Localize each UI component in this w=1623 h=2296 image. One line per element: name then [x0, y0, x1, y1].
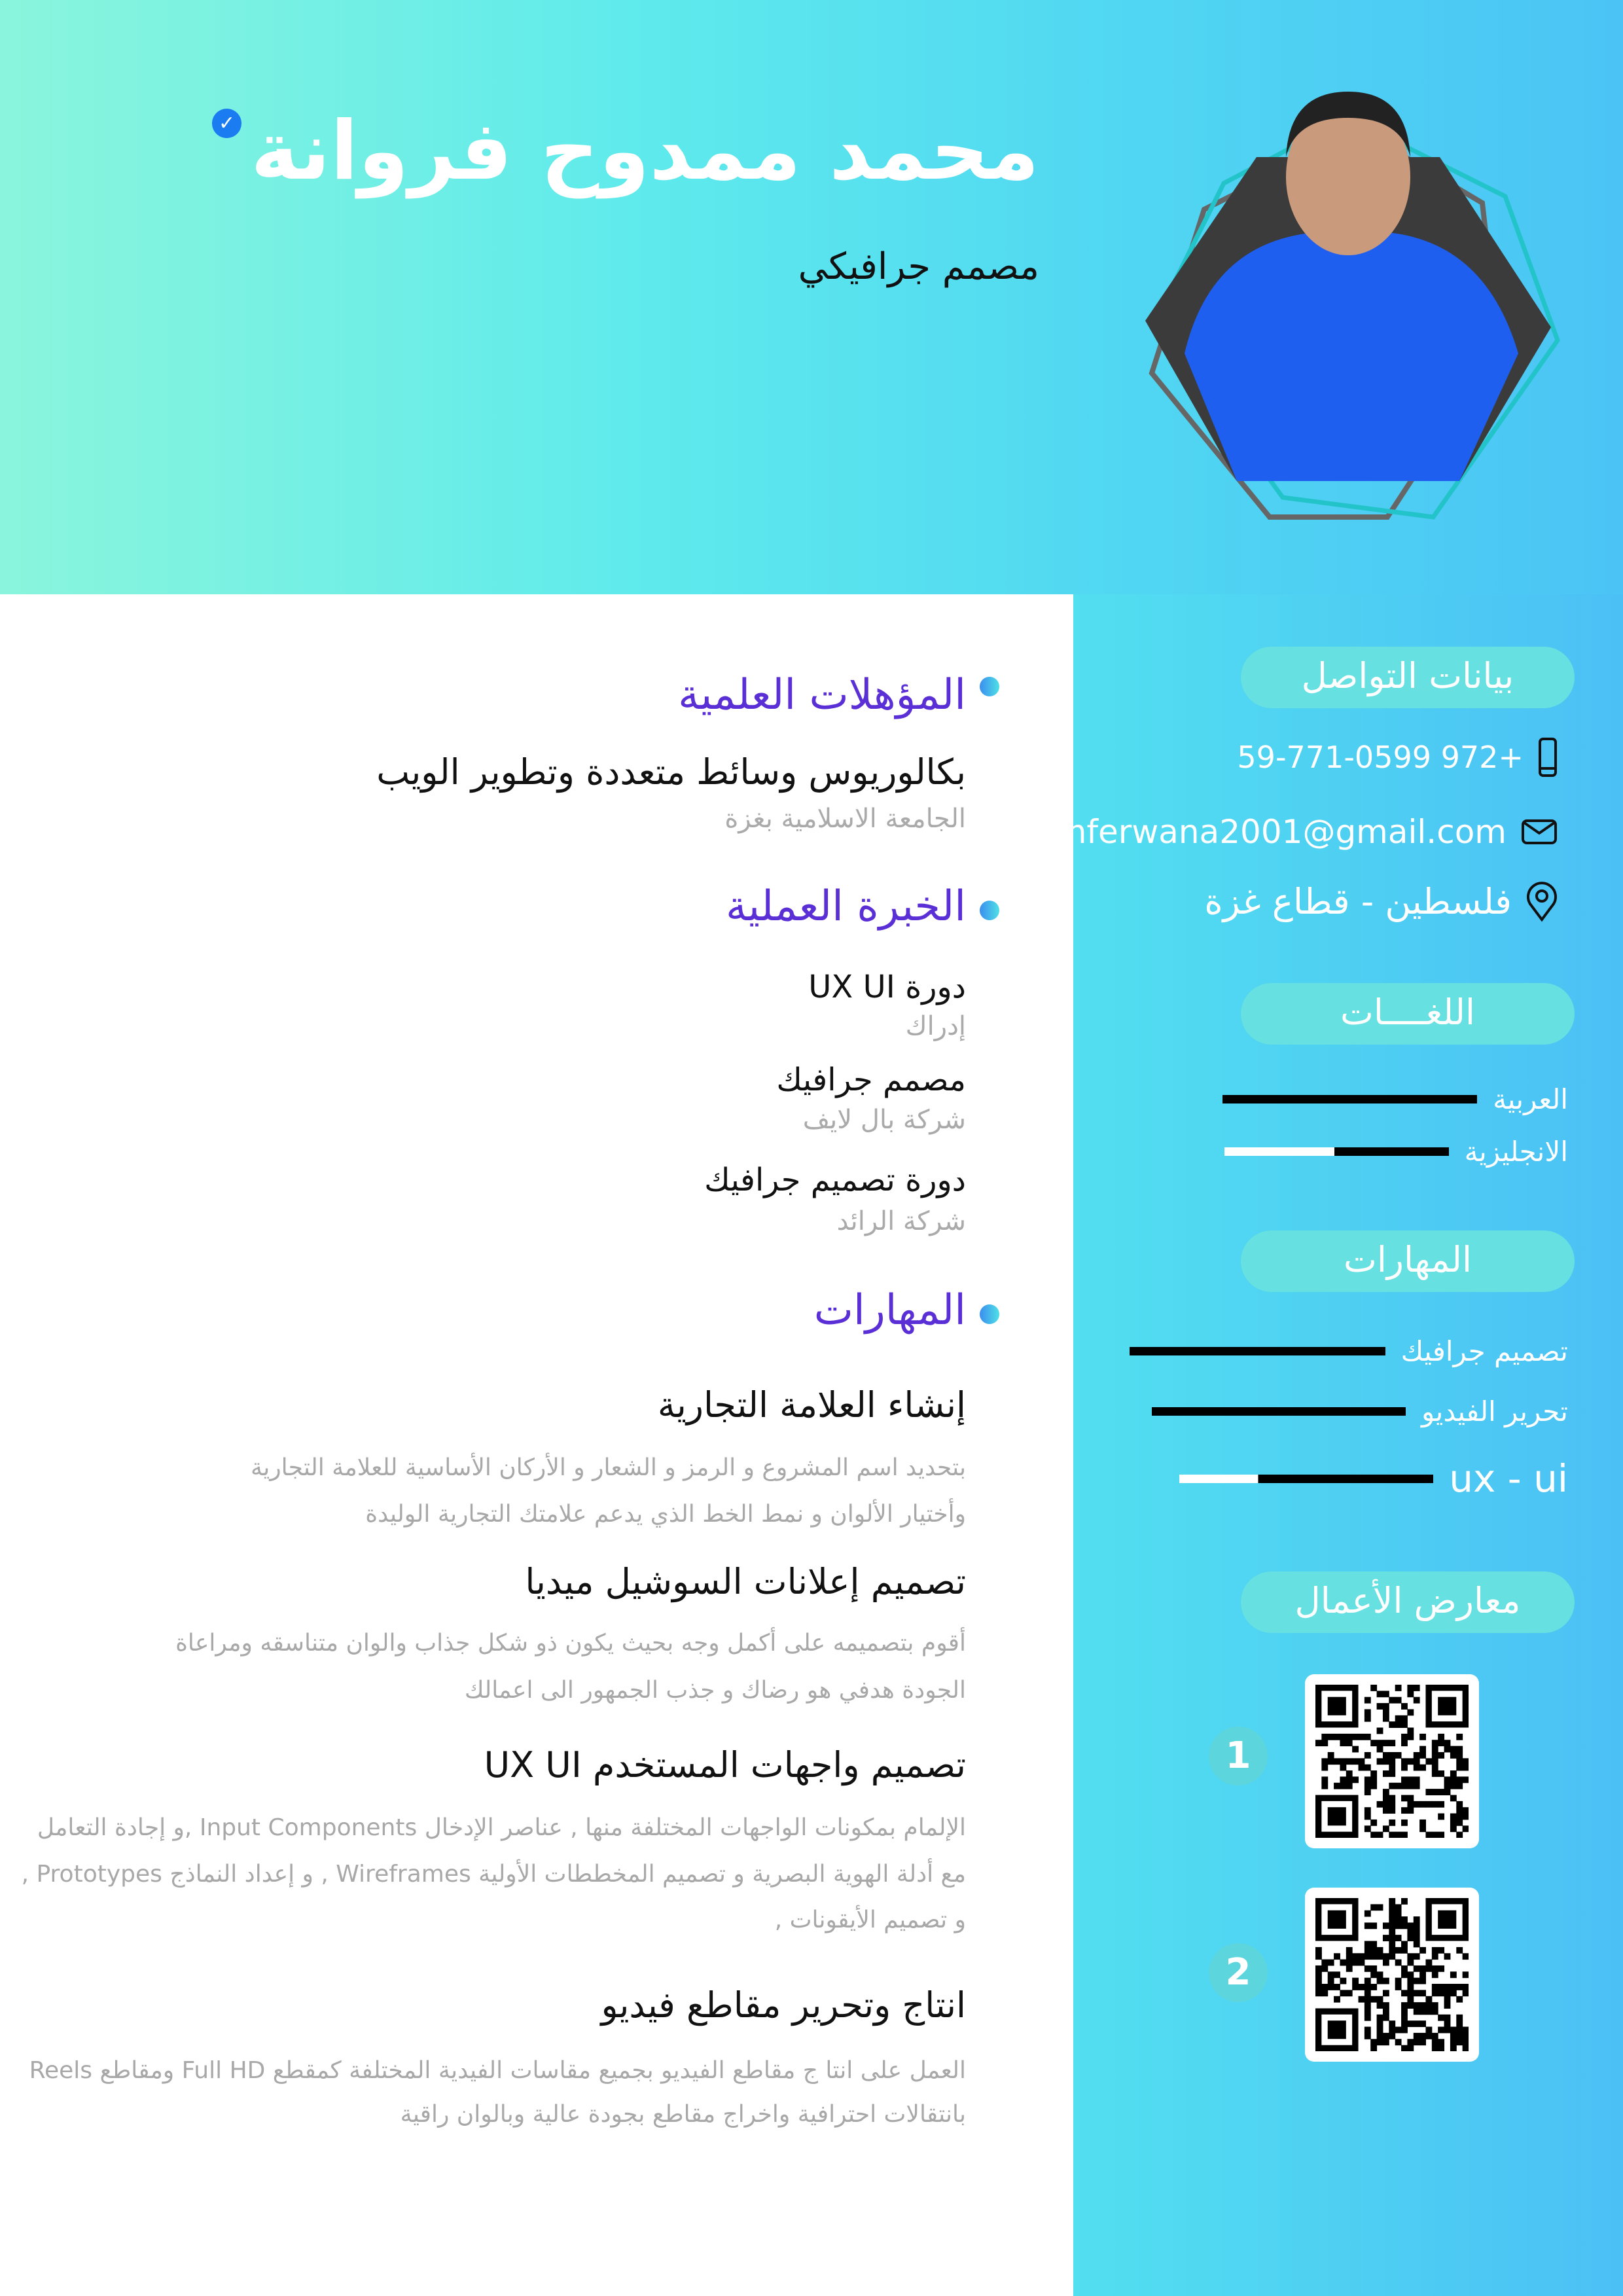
language-level-bar — [1224, 1147, 1449, 1156]
name-row — [212, 105, 1039, 198]
portfolio-number-badge: 2 — [1209, 1943, 1268, 2002]
skill-level-bar — [1130, 1347, 1385, 1355]
contact-location-row — [1204, 880, 1558, 922]
email-address[interactable]: mferwana2001@gmail.com — [1054, 813, 1507, 851]
skill-description: أقوم بتصميمه على أكمل وجه بحيث يكون ذو شكل جذاب والوان متناسقه ومراعاة — [175, 1630, 966, 1657]
skill-label: تحرير الفيديو — [1421, 1395, 1568, 1427]
language-label: الانجليزية — [1464, 1136, 1568, 1168]
sidebar-skills-heading: المهارات — [1241, 1230, 1575, 1292]
bullet-icon — [980, 901, 999, 920]
skill-row — [1152, 1395, 1568, 1427]
phone-number[interactable]: +972 59-771-0599 — [1237, 740, 1524, 775]
contact-heading: بيانات التواصل — [1241, 647, 1575, 708]
skill-description: مع أدلة الهوية البصرية و تصميم المخططات الأولية Wireframes , و إعداد النماذج Prototypes , — [21, 1861, 966, 1888]
languages-heading: اللغــــات — [1241, 983, 1575, 1045]
language-label: العربية — [1493, 1083, 1568, 1115]
experience-title: دورة UX UI — [808, 969, 966, 1005]
skill-level-bar — [1152, 1407, 1406, 1416]
skill-label: ux - ui — [1449, 1456, 1568, 1501]
qr-code-icon — [1315, 1685, 1469, 1838]
skill-title: إنشاء العلامة التجارية — [657, 1384, 966, 1426]
skill-title: تصميم إعلانات السوشيل ميديا — [525, 1561, 966, 1602]
skill-row — [1179, 1456, 1568, 1501]
skill-description: الإلمام بمكونات الواجهات المختلفة منها , عناصر الإدخال Input Components ,و إجادة التعامل — [37, 1814, 966, 1841]
skill-description: العمل على انتا ج مقاطع الفيديو بجميع مقاسات الفيدية المختلفة كمقطع Full HD ومقاطع Reels — [29, 2057, 966, 2084]
school-name: الجامعة الاسلامية بغزة — [724, 804, 966, 834]
skill-level-bar — [1179, 1475, 1433, 1483]
job-title: مصمم جرافيكي — [798, 245, 1039, 288]
language-level-bar — [1222, 1095, 1477, 1103]
experience-title: مصمم جرافيك — [776, 1062, 966, 1098]
skill-description: الجودة هدفي هو رضاك و جذب الجمهور الى اعمالك — [464, 1677, 966, 1704]
portfolio-number-badge: 1 — [1209, 1727, 1268, 1785]
verified-check-icon: ✓ — [212, 109, 241, 138]
person-jacket — [1185, 232, 1518, 481]
skill-description: بتحديد اسم المشروع و الرمز و الشعار و الأركان الأساسية للعلامة التجارية — [250, 1454, 966, 1481]
phone-icon — [1538, 737, 1558, 778]
skill-description: بانتقالات احترافية واخراج مقاطع بجودة عالية وبالوان راقية — [400, 2101, 966, 2128]
experience-org: شركة الرائد — [836, 1206, 966, 1236]
person-name: محمد ممدوح فروانة — [251, 104, 1039, 198]
section-heading-experience: الخبرة العملية — [725, 882, 966, 931]
experience-org: إدراك — [905, 1011, 966, 1041]
skill-title: تصميم واجهات المستخدم UX UI — [484, 1744, 966, 1785]
language-row — [1222, 1083, 1568, 1115]
skill-description: وأختيار الألوان و نمط الخط الذي يدعم علامتك التجارية الوليدة — [365, 1501, 966, 1528]
skill-title: انتاج وتحرير مقاطع فيديو — [601, 1984, 966, 2026]
profile-photo — [1139, 46, 1584, 530]
portfolio-qr-code[interactable] — [1305, 1674, 1479, 1848]
portfolio-heading: معارض الأعمال — [1241, 1571, 1575, 1633]
degree-title: بكالوريوس وسائط متعددة وتطوير الويب — [376, 751, 966, 793]
skill-description: و تصميم الأيقونات , — [774, 1907, 966, 1933]
location-pin-icon — [1526, 880, 1558, 922]
section-heading-education: المؤهلات العلمية — [678, 671, 966, 719]
skill-label: تصميم جرافيك — [1400, 1335, 1568, 1367]
bullet-icon — [980, 1304, 999, 1324]
section-heading-skills: المهارات — [813, 1286, 966, 1335]
qr-code-icon — [1315, 1898, 1469, 2051]
experience-org: شركة بال لايف — [802, 1105, 966, 1135]
mail-icon — [1521, 819, 1558, 845]
bullet-icon — [980, 677, 999, 696]
language-row — [1224, 1136, 1568, 1168]
contact-phone-row — [1237, 737, 1558, 778]
skill-row — [1130, 1335, 1568, 1367]
contact-email-row — [1055, 813, 1558, 851]
portfolio-qr-code[interactable] — [1305, 1888, 1479, 2062]
experience-title: دورة تصميم جرافيك — [704, 1162, 966, 1198]
location: فلسطين - قطاع غزة — [1204, 880, 1512, 922]
